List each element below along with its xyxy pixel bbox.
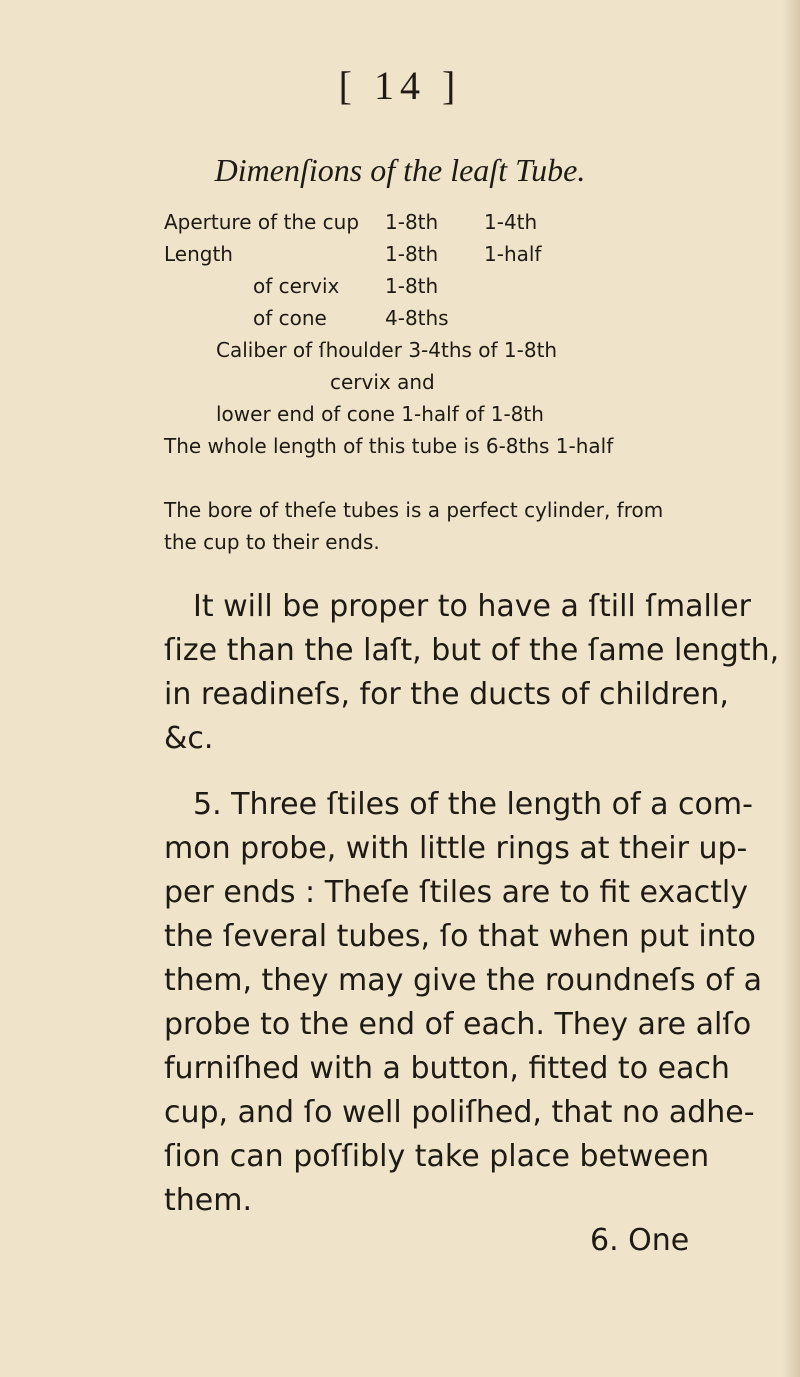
section-title: Dimenſions of the leaſt Tube. — [214, 152, 586, 188]
caliber-line: Caliber of ſhoulder 3-4ths of 1-8th — [216, 338, 558, 362]
paragraph-line: the cup to their ends. — [164, 530, 380, 554]
paragraph-line: per ends : Theſe ſtiles are to fit exactly — [164, 875, 748, 910]
page-number-header: [ 14 ] — [338, 63, 462, 108]
table-row-col2: 1-half — [484, 242, 542, 266]
paragraph-line: ſion can poſſibly take place between — [164, 1139, 710, 1174]
paragraph-line: the ſeveral tubes, ſo that when put into — [164, 919, 756, 954]
paragraph-line: ſize than the laſt, but of the ſame length, — [164, 633, 780, 668]
table-row-label: Length — [164, 242, 233, 266]
table-row-col1: 4-8ths — [385, 306, 449, 330]
table-row-label: Aperture of the cup — [164, 210, 360, 234]
paragraph-line: The bore of theſe tubes is a perfect cylinder, from — [164, 498, 664, 522]
paragraph-line: probe to the end of each. They are alſo — [164, 1007, 752, 1042]
paragraph-line: in readineſs, for the ducts of children, — [164, 677, 729, 712]
table-row-col1: 1-8th — [385, 242, 439, 266]
table-row-label: of cone — [253, 306, 327, 330]
table-row-col1: 1-8th — [385, 274, 439, 298]
paragraph-line: mon probe, with little rings at their up- — [164, 831, 748, 866]
paragraph-line: cup, and ſo well poliſhed, that no adhe- — [164, 1095, 755, 1130]
table-row-col1: 1-8th — [385, 210, 439, 234]
caliber-line: cervix and — [330, 370, 435, 394]
paragraph-line: them, they may give the roundneſs of a — [164, 963, 762, 998]
paragraph-line: them. — [164, 1183, 252, 1218]
paragraph-line: It will be proper to have a ſtill ſmaller — [193, 589, 751, 624]
page-edge — [782, 0, 800, 1377]
table-row — [164, 212, 359, 232]
paragraph-line: 5. Three ſtiles of the length of a com- — [193, 787, 753, 822]
caliber-line: The whole length of this tube is 6-8ths 1-half — [164, 434, 614, 458]
catchword: 6. One — [590, 1223, 690, 1258]
table-row-col2: 1-4th — [484, 210, 538, 234]
caliber-line: lower end of cone 1-half of 1-8th — [216, 402, 544, 426]
paragraph-line: furniſhed with a button, fitted to each — [164, 1051, 730, 1086]
paragraph-line: &c. — [164, 721, 214, 756]
table-row-label: of cervix — [253, 274, 340, 298]
